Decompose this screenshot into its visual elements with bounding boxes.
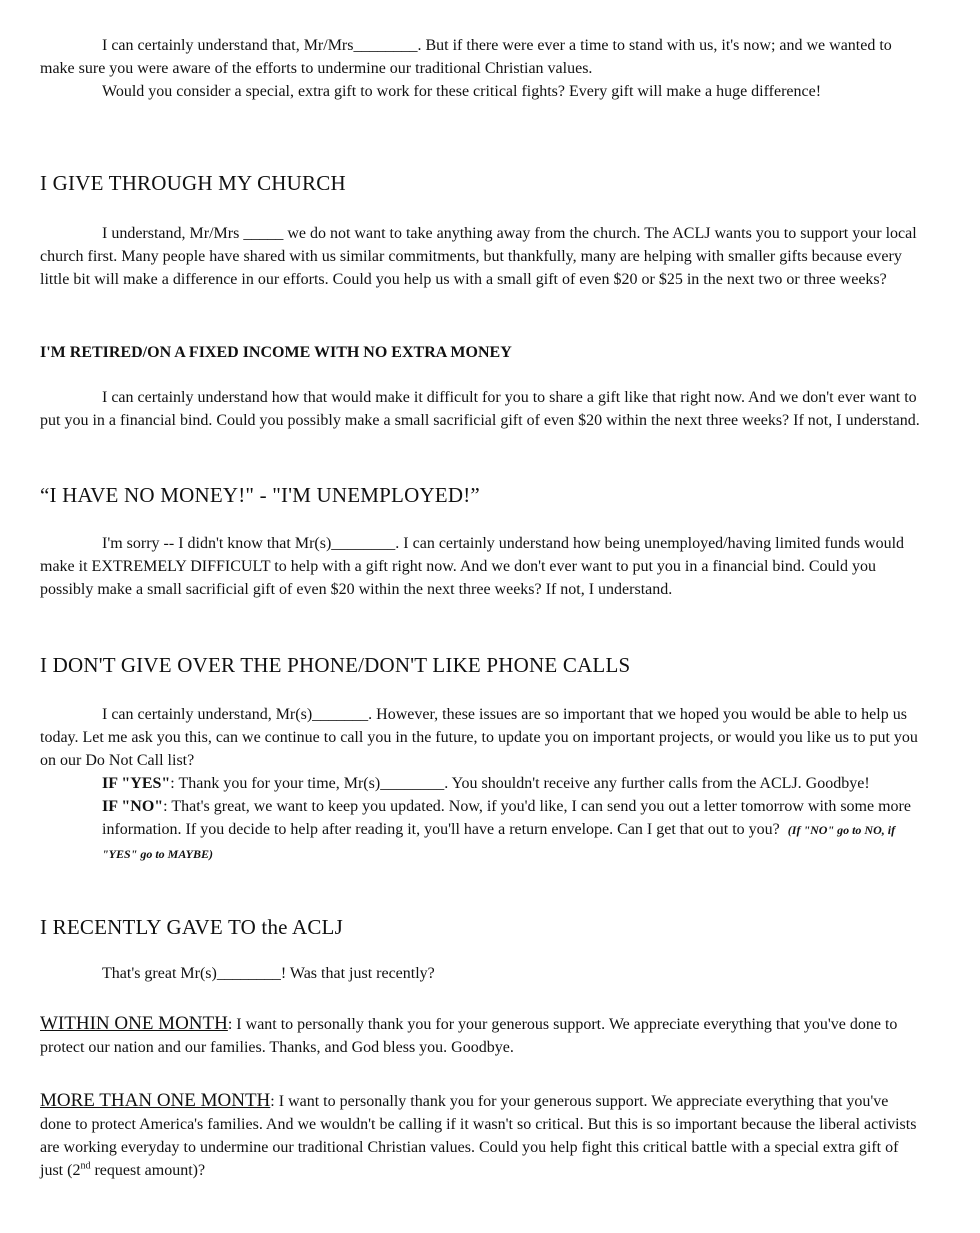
if-no-instruction: (If "NO" go to NO, if "YES" go to MAYBE): [102, 823, 896, 861]
phone-body: [40, 703, 920, 866]
no-money-body: [40, 532, 920, 601]
intro-paragraph-1: I can certainly understand that, Mr/Mrs________. But if there were ever a time to stand with us, it's now; and we wanted to make sure you were aware of the efforts to undermine our traditional Christian values.: [40, 37, 892, 77]
intro-paragraph-2: Would you consider a special, extra gift to work for these critical fights? Every gift will make a huge difference!: [102, 83, 822, 100]
if-yes-text: : Thank you for your time, Mr(s)________. You shouldn't receive any further calls from the ACLJ. Goodbye!: [170, 775, 870, 792]
within-month-label: WITHIN ONE MONTH: [40, 1013, 228, 1034]
retired-paragraph: I can certainly understand how that would make it difficult for you to share a gift like that right now. And we don't ever want to put you in a financial bind. Could you possibly make a small sacrificial gift of even $20 within the next three weeks? If not, I understand.: [40, 389, 920, 429]
if-no-text: : That's great, we want to keep you updated. Now, if you'd like, I can send you out a letter tomorrow with some more information. If you decide to help after reading it, you'll have a return envelope. Can I get that out to you?: [102, 798, 911, 838]
recent-body: [40, 962, 920, 985]
phone-paragraph: I can certainly understand, Mr(s)_______. However, these issues are so important that we hoped you would be able to help us today. Let me ask you this, can we continue to call you in the future, to update you on important projects, or would you like us to put you on our Do Not Call list?: [40, 706, 918, 769]
church-heading: I GIVE THROUGH MY CHURCH: [40, 171, 346, 195]
phone-heading: I DON'T GIVE OVER THE PHONE/DON'T LIKE PHONE CALLS: [40, 653, 631, 677]
more-month-section: [40, 1089, 920, 1182]
ordinal-suffix: nd: [80, 1160, 91, 1172]
if-yes-label: IF "YES": [102, 775, 171, 792]
more-month-end: request amount)?: [90, 1162, 206, 1179]
retired-heading: I'M RETIRED/ON A FIXED INCOME WITH NO EXTRA MONEY: [40, 344, 512, 361]
recent-heading: I RECENTLY GAVE TO the ACLJ: [40, 915, 343, 939]
church-body: [40, 222, 920, 291]
if-no-label: IF "NO": [102, 798, 164, 815]
more-month-paragraph: [40, 1089, 920, 1182]
phone-if-yes: [40, 772, 920, 795]
phone-if-no: [40, 795, 920, 866]
no-money-heading: “I HAVE NO MONEY!" - "I'M UNEMPLOYED!”: [40, 483, 480, 507]
within-month-paragraph: [40, 1012, 920, 1059]
intro-section: [40, 34, 920, 103]
recent-paragraph: That's great Mr(s)________! Was that just recently?: [102, 965, 435, 982]
church-paragraph: I understand, Mr/Mrs _____ we do not want to take anything away from the church. The ACLJ wants you to support your local church first. Many people have shared with us similar commitments, but thankfully, many are helping with smaller gifts because every little bit will make a difference in our efforts. Could you help us with a small gift of even $20 or $25 in the next two or three weeks?: [40, 225, 917, 288]
within-month-text: : I want to personally thank you for your generous support. We appreciate everything that you've done to protect our nation and our families. Thanks, and God bless you. Goodbye.: [40, 1016, 898, 1056]
no-money-paragraph: I'm sorry -- I didn't know that Mr(s)________. I can certainly understand how being unemployed/having limited funds would make it EXTREMELY DIFFICULT to help with a gift right now. And we don't ever want to put you in a financial bind. Could you possibly make a small sacrificial gift of even $20 within the next three weeks? If not, I understand.: [40, 535, 905, 598]
within-month-section: [40, 1012, 920, 1059]
more-month-label: MORE THAN ONE MONTH: [40, 1090, 271, 1111]
retired-body: [40, 386, 920, 432]
more-month-text: : I want to personally thank you for your generous support. We appreciate everything that you've done to protect America's families. And we wouldn't be calling if it wasn't so critical. But this is so important because the liberal activists are working everyday to undermine our traditional Christian values. Could you help fight this critical battle with a special extra gift of just (2: [40, 1093, 917, 1179]
